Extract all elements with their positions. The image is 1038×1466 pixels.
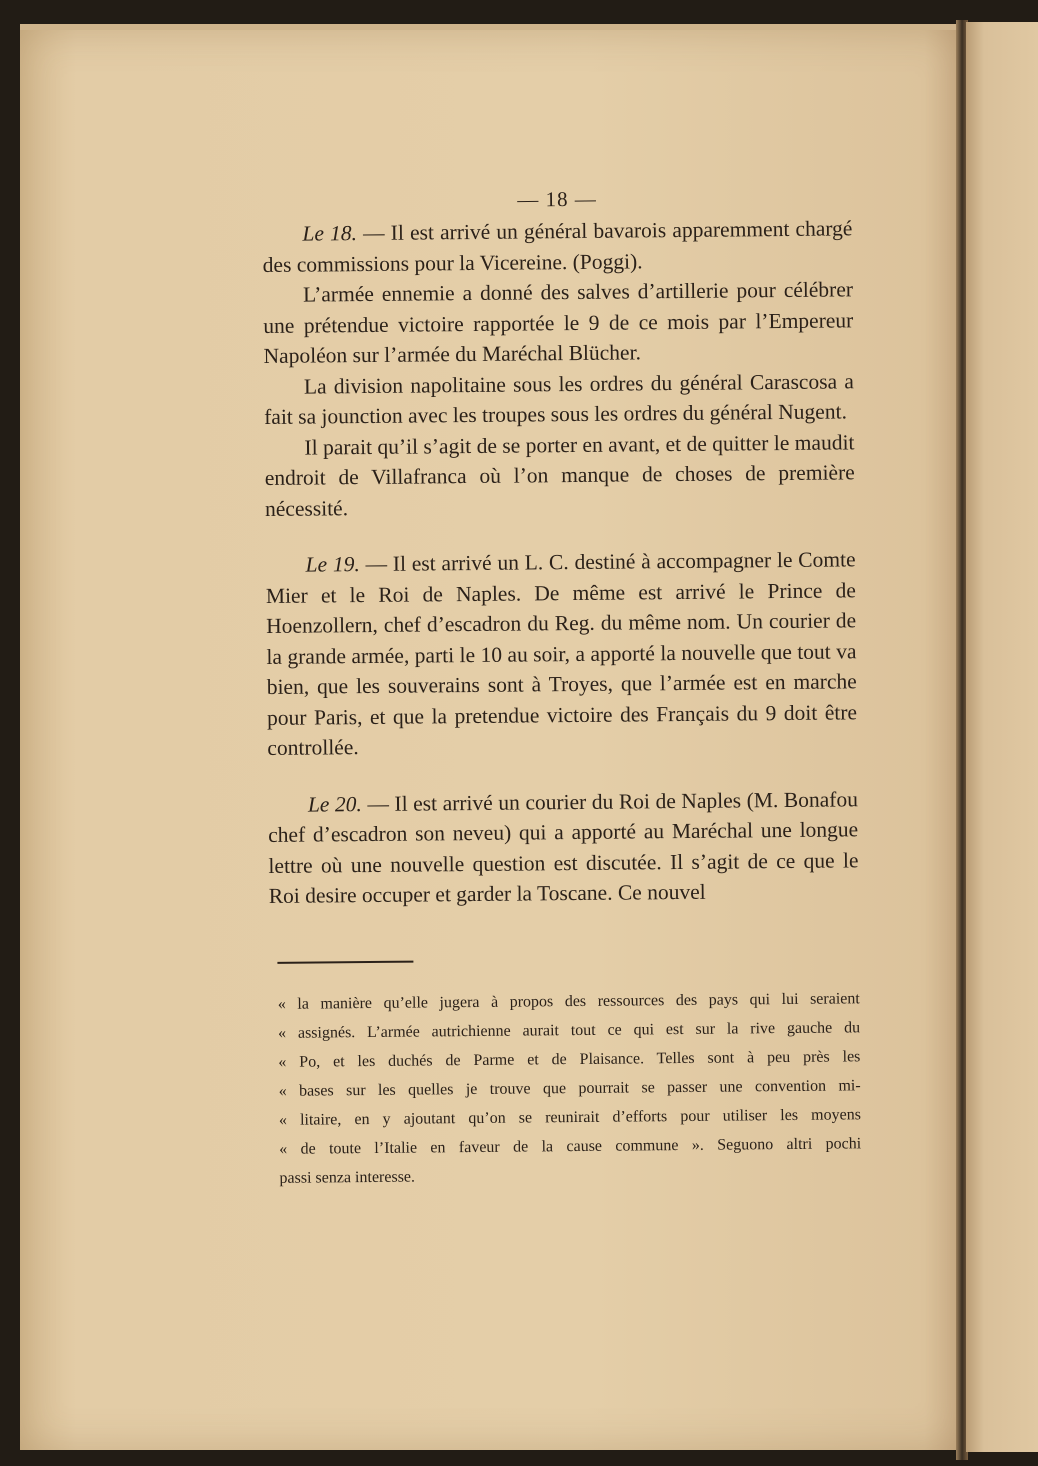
entry-18-paragraph-4: Il parait qu’il s’agit de se porter en avant, et de quitter le maudit endroit de Villafranca où l’on manque de choses de première nécessité. <box>264 429 855 521</box>
entry-20-paragraph-1 <box>268 784 859 912</box>
entry-18-paragraph-1 <box>262 213 853 280</box>
footnote-separator <box>277 960 413 963</box>
entry-18-paragraph-3: La division napolitaine sous les ordres du général Carascosa a fait sa jounction avec les troupes sous les ordres du général Nugent. <box>264 368 854 429</box>
entry-text: — Il est arrivé un général bavarois apparemment chargé des commissions pour la Vicereine. (Poggi). <box>262 216 853 277</box>
footnote-line: « bases sur les quelles je trouve que pourrait se passer une convention mi- <box>278 1076 861 1100</box>
entry-date: Le 20. <box>307 791 362 817</box>
footnote-line: passi senza interesse. <box>279 1168 416 1187</box>
footnote-line: « litaire, en y ajoutant qu’on se reunirait d’efforts pour utiliser les moyens <box>278 1105 861 1129</box>
page-text-block <box>262 184 862 1192</box>
footnote-line: « Po, et les duchés de Parme et de Plaisance. Telles sont à peu près les <box>278 1047 861 1071</box>
footnote <box>278 984 862 1193</box>
page-number: — 18 — <box>517 186 597 212</box>
entry-text: — Il est arrivé un L. C. destiné à accompagner le Comte Mier et le Roi de Naples. De même est arrivé le Prince de Hoenzollern, chef d’escadron du Reg. du même nom. Un courier de la grande armée, parti le 10 au soir, a apporté la nouvelle que tout va bien, que les souverains sont à Troyes, que l’armée est en marche pour Paris, et que la pretendue victoire des Français du 9 doit être controllée. <box>265 547 858 760</box>
entry-date: Le 18. <box>302 221 358 246</box>
footnote-line: « assignés. L’armée autrichienne aurait tout ce qui est sur la rive gauche du <box>278 1018 861 1042</box>
adjacent-page-edge <box>966 22 1038 1452</box>
footnote-line: « la manière qu’elle jugera à propos des ressources des pays qui lui seraient <box>277 989 860 1013</box>
entry-19-paragraph-1 <box>265 544 857 763</box>
entry-text: — Il est arrivé un courier du Roi de Naples (M. Bonafou chef d’escadron son neveu) qui a apporté au Maréchal une longue lettre où une nouvelle question est discutée. Il s’agit de ce que le Roi desire occuper et garder la Toscane. Ce nouvel <box>268 786 859 908</box>
entry-date: Le 19. <box>305 552 360 577</box>
footnote-line: « de toute l’Italie en faveur de la cause commune ». Seguono altri pochi <box>279 1134 862 1158</box>
entry-18-paragraph-2: L’armée ennemie a donné des salves d’artillerie pour célébrer une prétendue victoire rapportée le 9 de ce mois par l’Empereur Napoléon sur l’armée du Maréchal Blücher. <box>263 277 854 368</box>
